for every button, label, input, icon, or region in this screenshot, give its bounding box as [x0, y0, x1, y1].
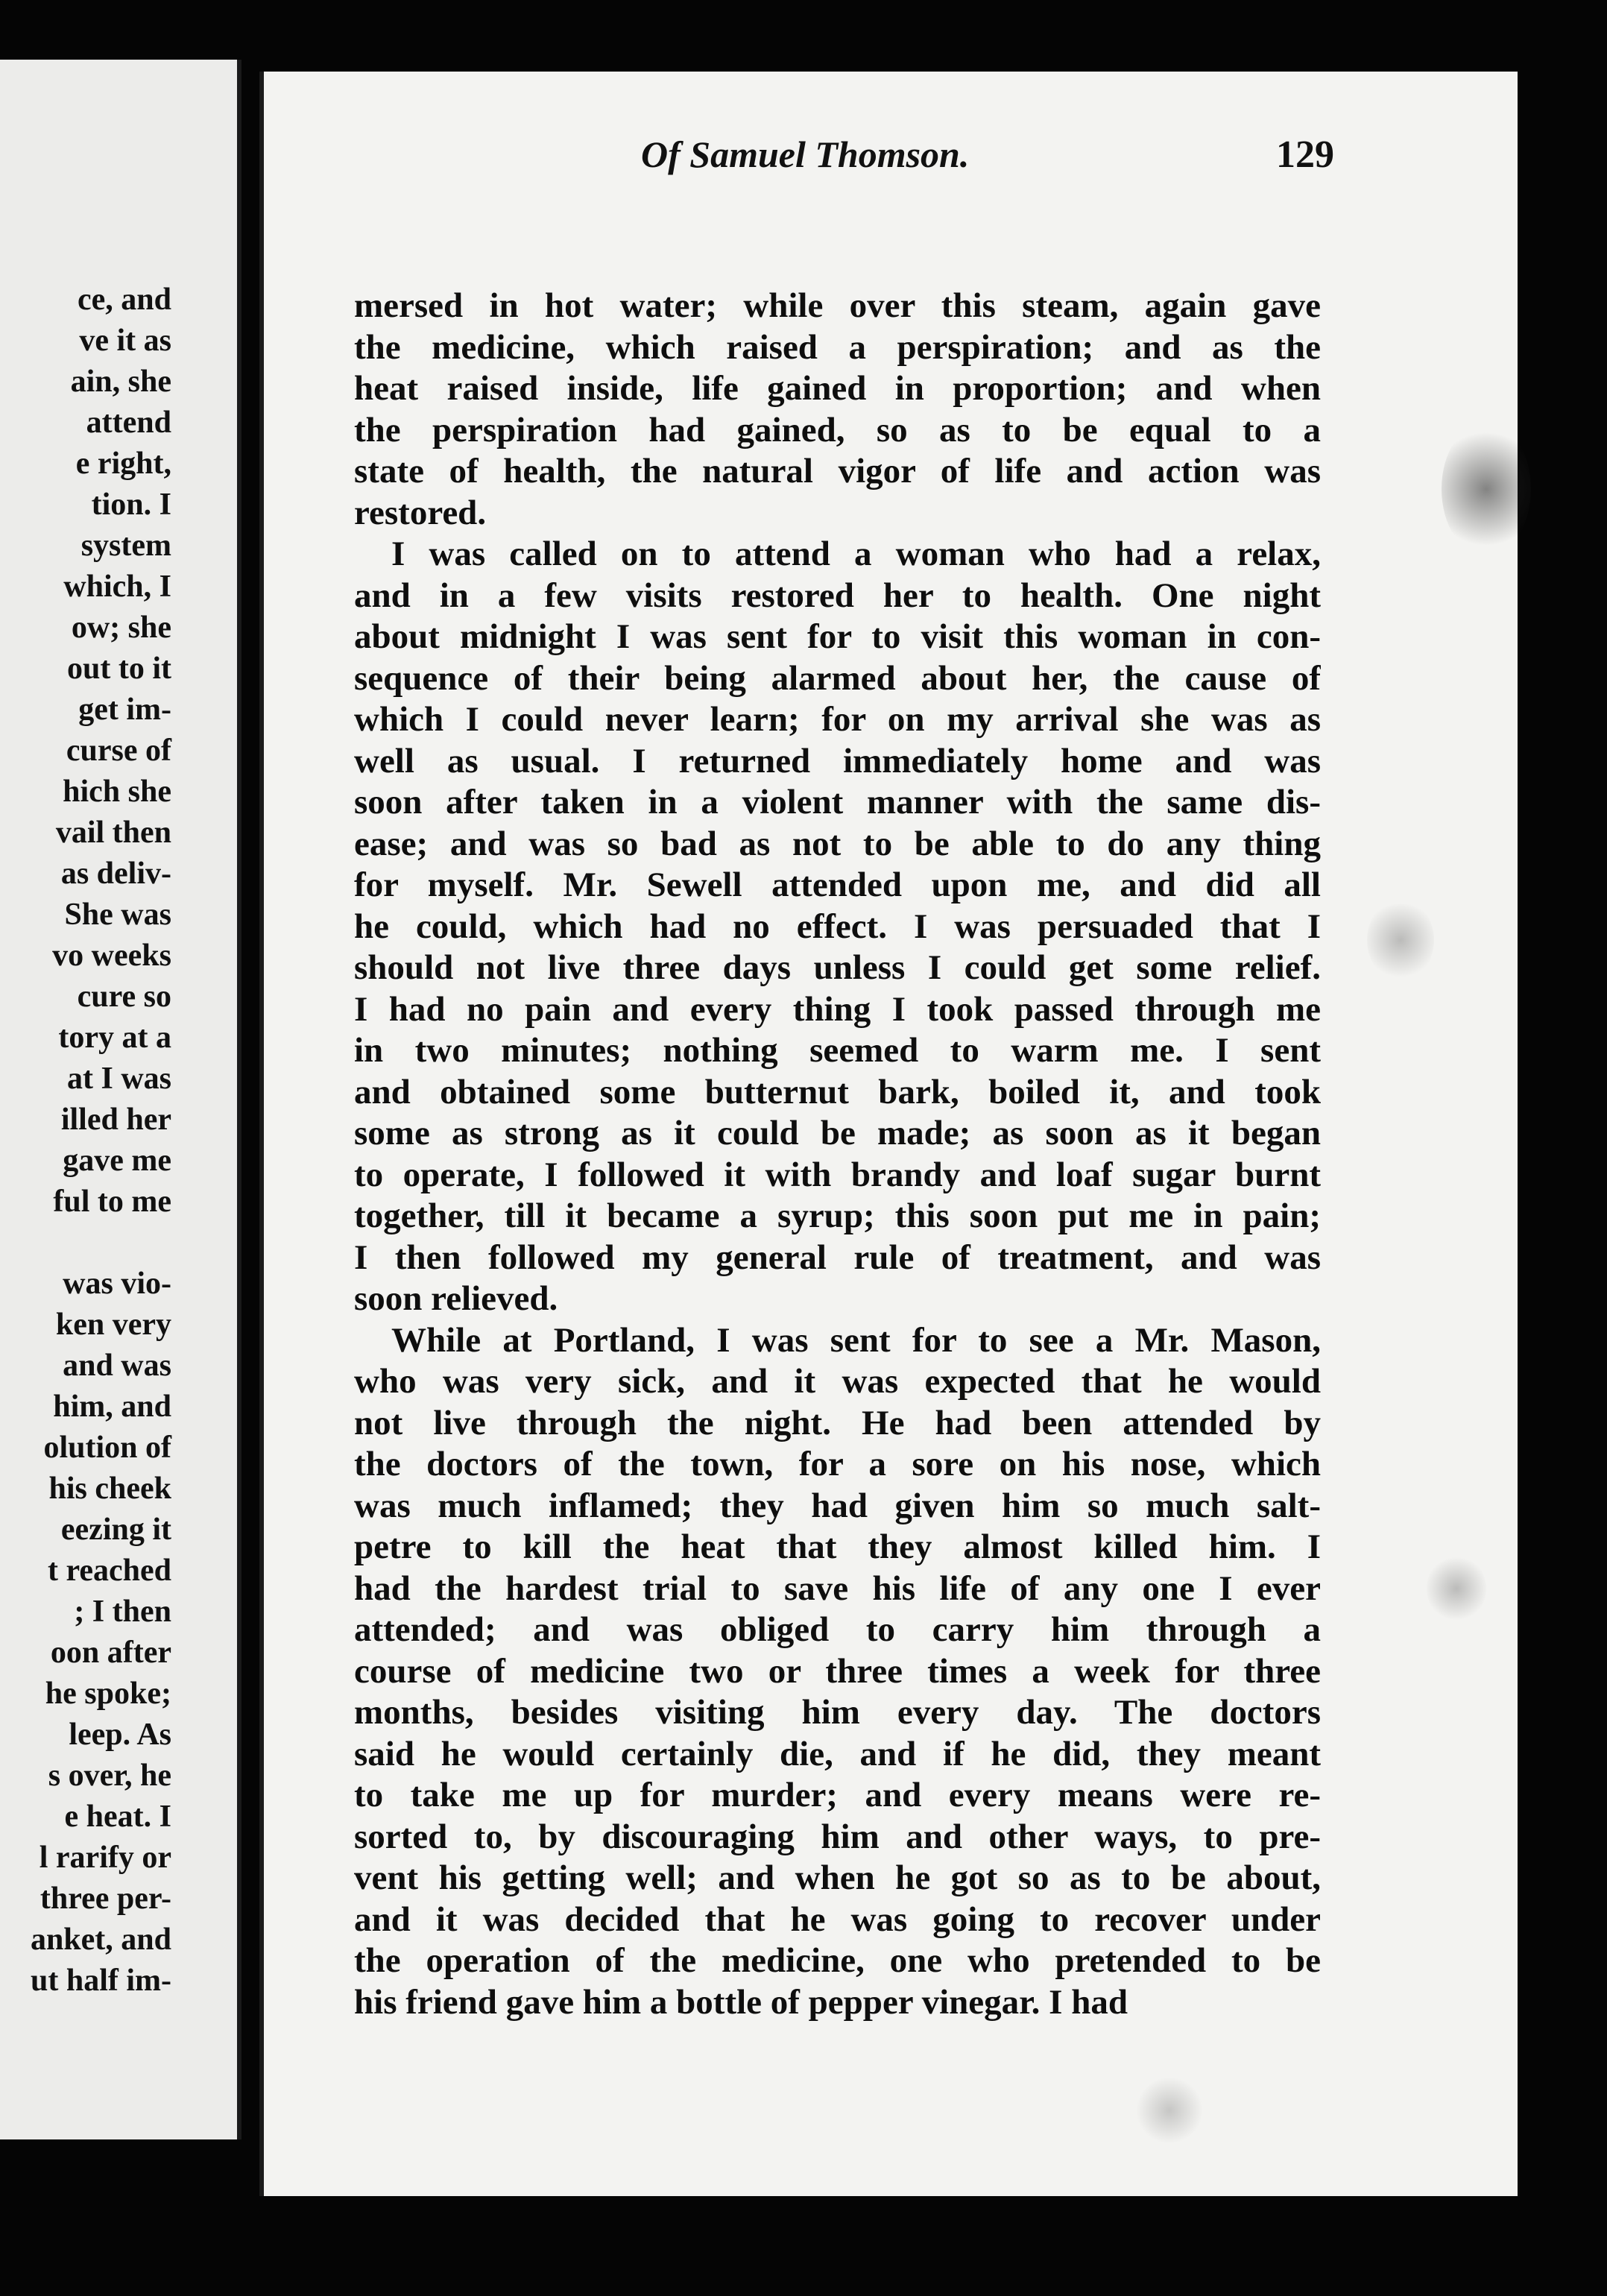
text-line: his friend gave him a bottle of pepper vinegar. I had	[354, 1982, 1128, 2022]
left-page-line: attend	[86, 406, 171, 440]
paragraph	[354, 534, 1321, 1320]
text-line: attended; and was obliged to carry him through a	[354, 1610, 1321, 1649]
text-line: course of medicine two or three times a week for three	[354, 1651, 1321, 1691]
text-line: was much inflamed; they had given him so much salt-	[354, 1486, 1321, 1525]
left-page-line: vo weeks	[52, 939, 171, 973]
left-page-line: l rarify or	[39, 1841, 171, 1875]
left-page-line: hich she	[63, 775, 171, 809]
text-line: said he would certainly die, and if he did, they meant	[354, 1734, 1321, 1773]
text-line: not live through the night. He had been attended by	[354, 1403, 1321, 1442]
left-page-line: ce, and	[78, 283, 171, 317]
text-line: the operation of the medicine, one who pretended to be	[354, 1941, 1321, 1980]
text-line: soon after taken in a violent manner with the same dis-	[354, 783, 1321, 821]
text-line: I had no pain and every thing I took passed through me	[354, 989, 1321, 1029]
page-stain	[1367, 899, 1434, 981]
left-page-line: olution of	[43, 1431, 171, 1465]
text-line: some as strong as it could be made; as soon as it began	[354, 1114, 1321, 1152]
text-line: ease; and was so bad as not to be able to do any thing	[354, 824, 1321, 863]
page-body	[354, 286, 1321, 2023]
left-page-line: t reached	[47, 1554, 171, 1588]
left-page-line: three per-	[40, 1882, 171, 1916]
text-line: state of health, the natural vigor of life and action was	[354, 452, 1321, 491]
text-line: restored.	[354, 493, 487, 532]
text-line: the medicine, which raised a perspiration; and as the	[354, 327, 1321, 367]
text-line: soon relieved.	[354, 1279, 558, 1318]
left-page-line: ful to me	[53, 1185, 171, 1219]
left-page-line: his cheek	[48, 1472, 171, 1506]
left-page-line: which, I	[63, 570, 171, 604]
text-line: I was called on to attend a woman who had a relax,	[391, 534, 1321, 573]
paragraph	[354, 286, 1321, 534]
text-line: While at Portland, I was sent for to see a Mr. Mason,	[391, 1320, 1321, 1360]
text-line: petre to kill the heat that they almost killed him. I	[354, 1527, 1321, 1566]
text-line: together, till it became a syrup; this soon put me in pain;	[354, 1196, 1321, 1235]
left-page-line: tion. I	[91, 488, 171, 522]
text-line: and in a few visits restored her to health. One night	[354, 575, 1321, 615]
text-line: and it was decided that he was going to recover under	[354, 1899, 1321, 1939]
left-page-line: gave me	[63, 1144, 171, 1178]
text-line: to operate, I followed it with brandy and loaf sugar burnt	[354, 1155, 1321, 1194]
left-page-line: as deliv-	[60, 857, 171, 891]
left-page-line: out to it	[67, 652, 171, 686]
text-line: the perspiration had gained, so as to be equal to a	[354, 410, 1321, 450]
left-page-line: ut half im-	[31, 1964, 171, 1998]
page-number: 129	[1276, 133, 1334, 176]
page-stain	[1136, 2077, 1203, 2144]
text-line: I then followed my general rule of treatment, and was	[354, 1237, 1321, 1277]
text-line: heat raised inside, life gained in proportion; and when	[354, 369, 1321, 408]
text-line: for myself. Mr. Sewell attended upon me, and did all	[354, 865, 1321, 904]
text-line: and obtained some butternut bark, boiled it, and took	[354, 1072, 1321, 1111]
left-page-line: She was	[64, 898, 171, 932]
left-page-line: e heat. I	[64, 1800, 171, 1834]
text-line: the doctors of the town, for a sore on his nose, which	[354, 1445, 1321, 1483]
left-page-line: system	[80, 529, 171, 563]
text-line: should not live three days unless I could get some relief.	[354, 948, 1321, 987]
left-page-line: leep. As	[69, 1718, 171, 1752]
left-page-line: him, and	[53, 1390, 171, 1424]
text-line: well as usual. I returned immediately home and was	[354, 741, 1321, 780]
text-line: which I could never learn; for on my arrival she was as	[354, 700, 1321, 739]
text-line: vent his getting well; and when he got so as to be about,	[354, 1858, 1321, 1897]
running-title: Of Samuel Thomson.	[641, 133, 970, 175]
left-page-line: tory at a	[58, 1021, 171, 1055]
text-line: months, besides visiting him every day. The doctors	[354, 1693, 1321, 1732]
text-line: had the hardest trial to save his life of any one I ever	[354, 1568, 1321, 1608]
running-header	[373, 133, 1334, 192]
left-page-line: get im-	[78, 693, 171, 727]
left-page-line: was vio-	[63, 1267, 171, 1301]
left-page-line: and was	[63, 1349, 171, 1383]
left-page-line: oon after	[50, 1636, 171, 1670]
text-line: sorted to, by discouraging him and other ways, to pre-	[354, 1817, 1321, 1856]
left-page-line: anket, and	[30, 1923, 171, 1957]
left-page-line: ain, she	[70, 365, 171, 399]
text-line: he could, which had no effect. I was persuaded that I	[354, 906, 1321, 946]
left-page-line: ; I then	[74, 1595, 171, 1629]
left-page-line	[0, 1223, 171, 1264]
left-page-line: eezing it	[60, 1513, 171, 1547]
page-stain	[1442, 422, 1531, 556]
text-line: sequence of their being alarmed about her, the cause of	[354, 658, 1321, 698]
text-line: about midnight I was sent for to visit this woman in con-	[354, 617, 1321, 656]
text-line: who was very sick, and it was expected that he would	[354, 1362, 1321, 1401]
text-line: mersed in hot water; while over this steam, again gave	[354, 286, 1321, 325]
left-page-line: ve it as	[79, 324, 171, 358]
left-page-line: ken very	[55, 1308, 171, 1342]
left-page-line: cure so	[77, 980, 171, 1014]
left-page-line: s over, he	[48, 1759, 171, 1793]
left-page-line: curse of	[66, 734, 171, 768]
text-line: in two minutes; nothing seemed to warm me. I sent	[354, 1031, 1321, 1070]
left-page-line: at I was	[66, 1062, 171, 1096]
left-page-fragment	[0, 60, 241, 2139]
text-line: to take me up for murder; and every means were re-	[354, 1776, 1321, 1814]
page-stain	[1427, 1555, 1486, 1622]
left-page-line: ow; she	[71, 611, 171, 645]
left-page-line: illed her	[60, 1103, 171, 1137]
left-page-line: e right,	[75, 447, 171, 481]
left-page-text	[0, 280, 171, 2002]
paragraph	[354, 1320, 1321, 2024]
left-page-line: he spoke;	[45, 1677, 171, 1711]
left-page-line: vail then	[55, 816, 171, 850]
